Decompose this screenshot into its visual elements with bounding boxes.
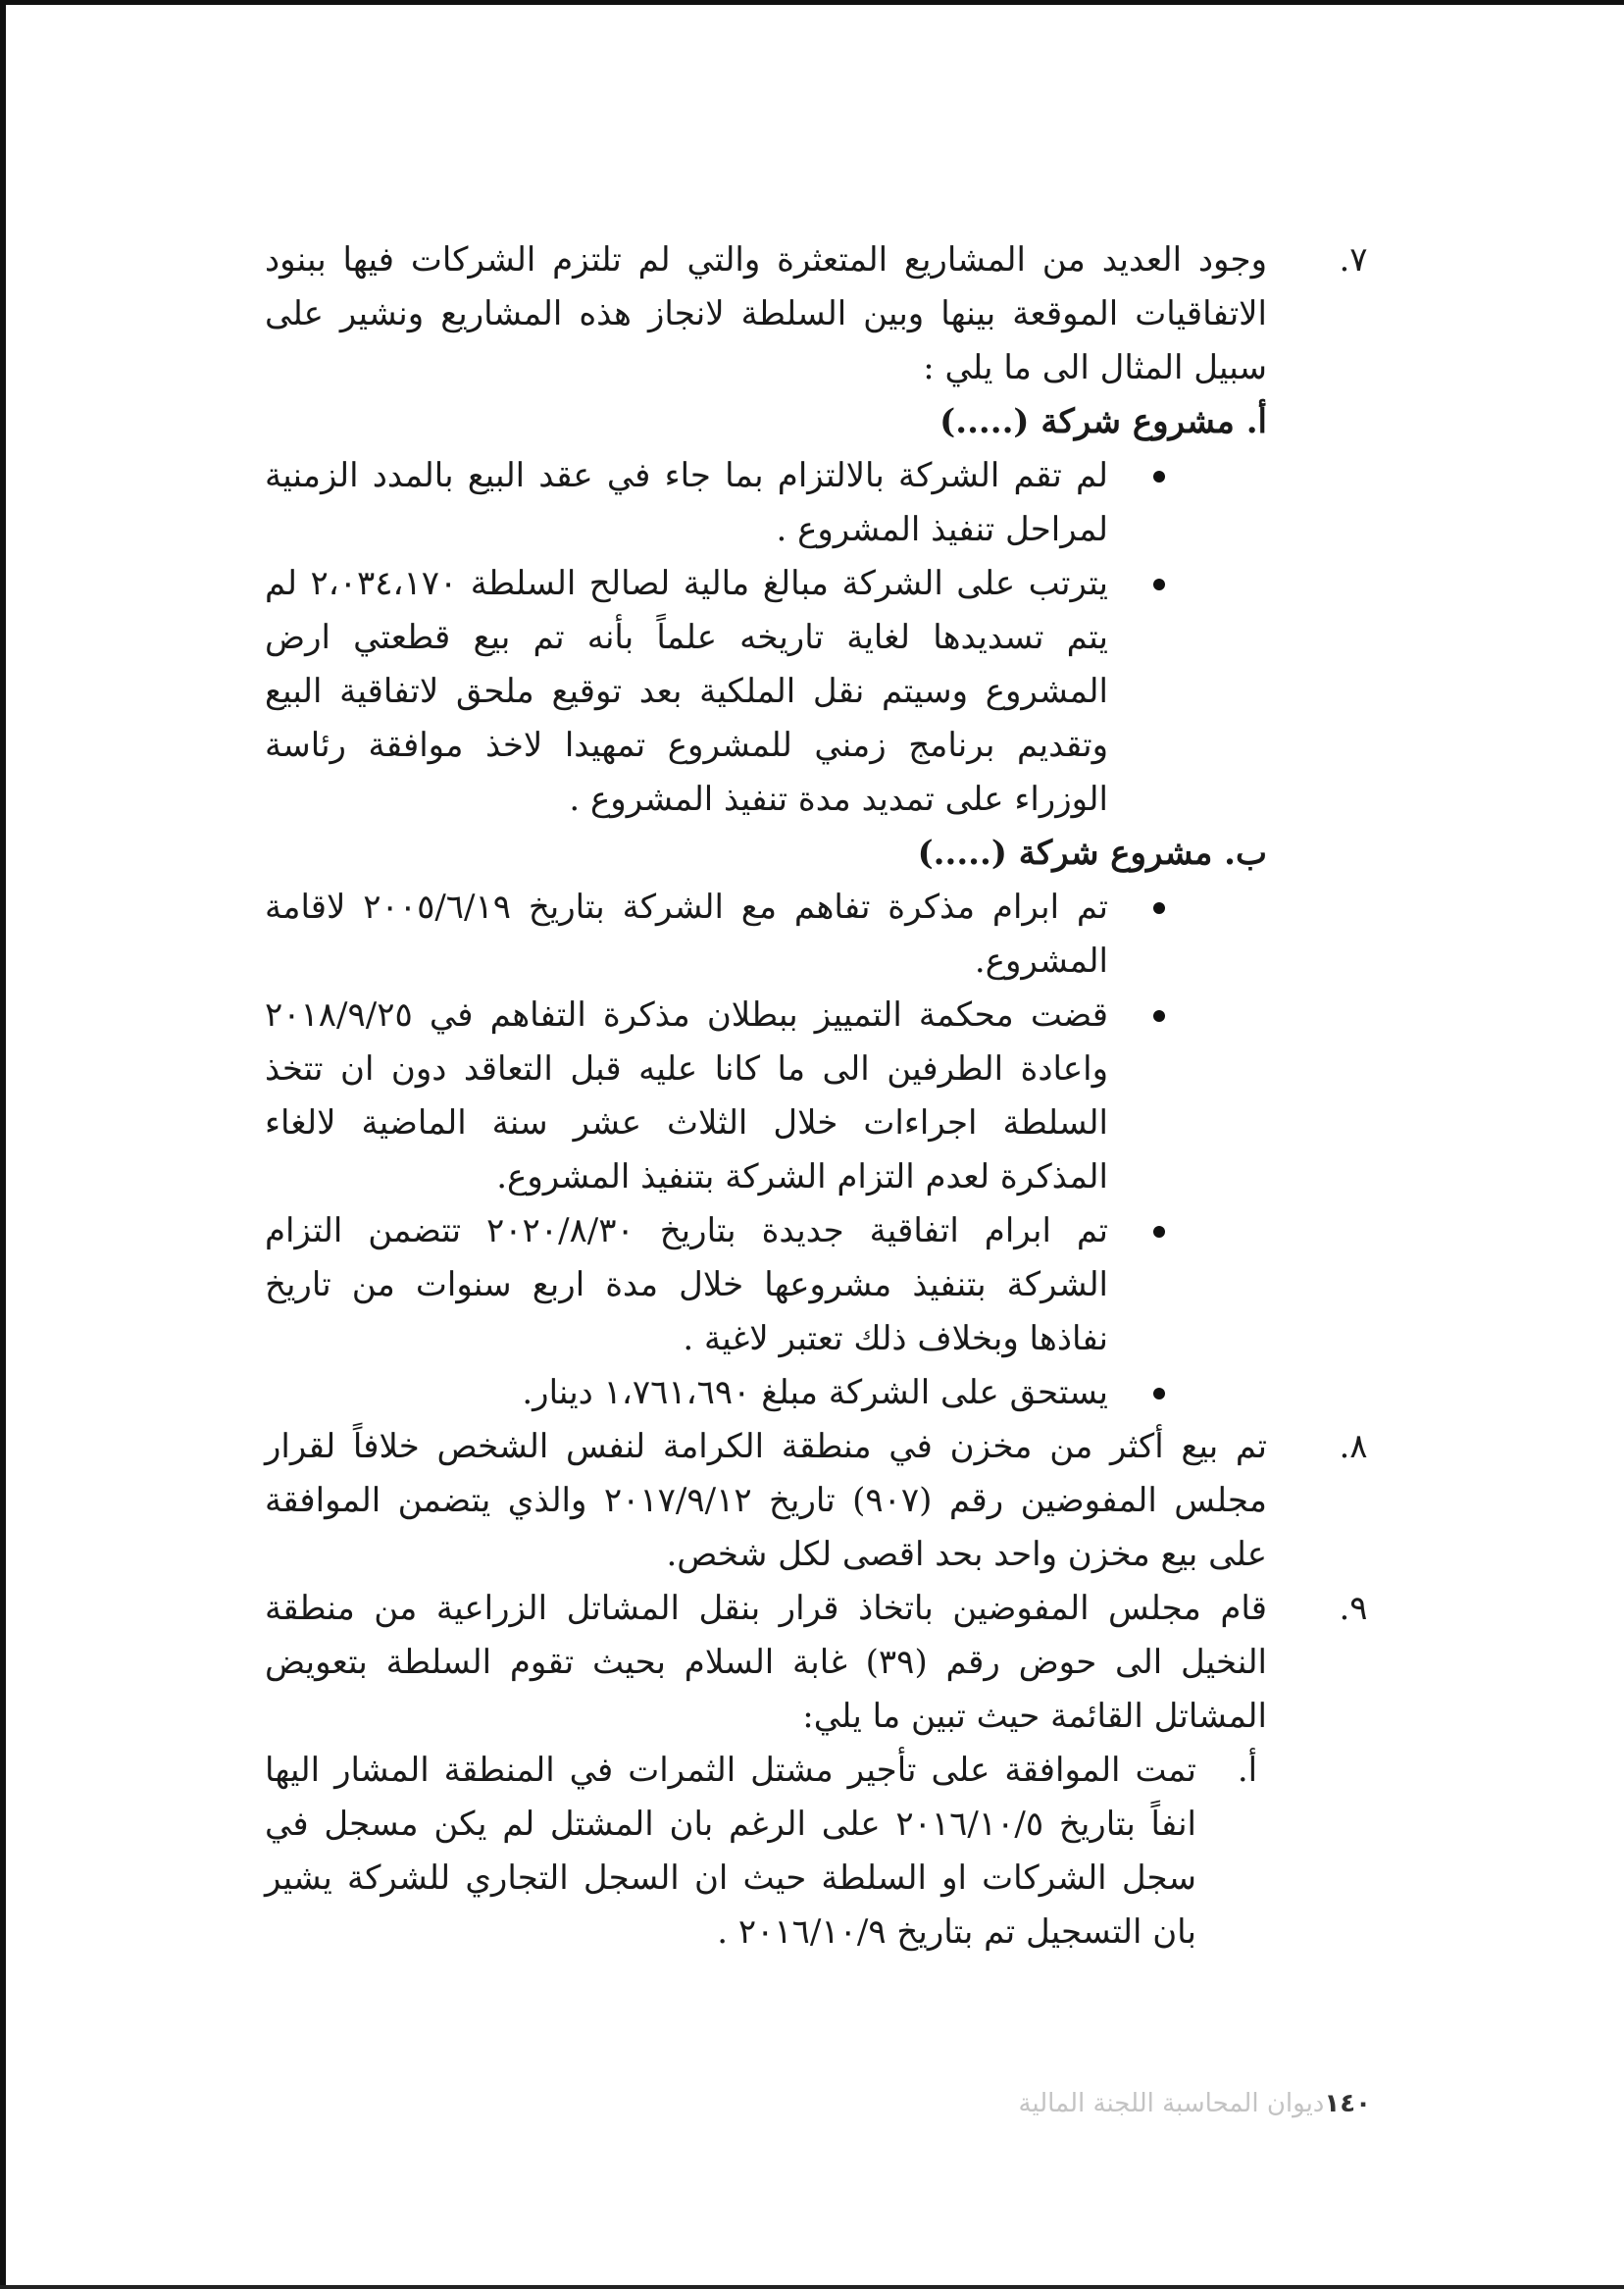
project-a-letter: أ. (1245, 402, 1267, 441)
project-a-title: مشروع شركة (.....) (939, 402, 1235, 441)
item-number: ٨. (1339, 1427, 1368, 1466)
scan-border-left (0, 0, 6, 2289)
list-item (265, 1204, 1373, 1366)
page-number: ١٤٠ (1324, 2089, 1371, 2118)
bullet-icon (1153, 579, 1165, 590)
scan-border-top (0, 0, 1624, 5)
subitem-letter: أ. (1237, 1751, 1258, 1790)
list-item (265, 881, 1373, 989)
bullet-icon (1153, 902, 1165, 914)
item-9-subitem-a (265, 1744, 1373, 1959)
project-b-letter: ب. (1224, 834, 1267, 873)
bullet-text: لم تقم الشركة بالالتزام بما جاء في عقد البيع بالمدد الزمنية لمراحل تنفيذ المشروع . (265, 456, 1108, 549)
list-item (265, 1366, 1373, 1420)
bullet-icon (1153, 1226, 1165, 1238)
bullet-icon (1153, 1010, 1165, 1022)
bullet-text: قضت محكمة التمييز ببطلان مذكرة التفاهم في ٢٠١٨/٩/٢٥ واعادة الطرفين الى ما كانا عليه قبل التعاقد دون ان تتخذ السلطة اجراءات خلال الثلاث عشر سنة الماضية لالغاء المذكرة لعدم التزام الشركة بتنفيذ المشروع. (265, 995, 1109, 1196)
bullet-text: يترتب على الشركة مبالغ مالية لصالح السلطة ٢،٠٣٤،١٧٠ لم يتم تسديدها لغاية تاريخه علماً بأنه تم بيع قطعتي ارض المشروع وسيتم نقل الملكية بعد توقيع ملحق لاتفاقية البيع وتقديم برنامج زمني للمشروع تمهيدا لاخذ موافقة رئاسة الوزراء على تمديد مدة تنفيذ المشروع . (265, 564, 1108, 819)
project-b-title: مشروع شركة (.....) (917, 834, 1213, 873)
bullet-text: تم ابرام مذكرة تفاهم مع الشركة بتاريخ ٢٠٠٥/٦/١٩ لاقامة المشروع. (265, 888, 1108, 981)
item-text: تم بيع أكثر من مخزن في منطقة الكرامة لنفس الشخص خلافاً لقرار مجلس المفوضين رقم (٩٠٧) تاريخ ٢٠١٧/٩/١٢ والذي يتضمن الموافقة على بيع مخزن واحد بحد اقصى لكل شخص. (265, 1427, 1267, 1574)
bullet-text: تم ابرام اتفاقية جديدة بتاريخ ٢٠٢٠/٨/٣٠ تتضمن التزام الشركة بتنفيذ مشروعها خلال مدة اربع سنوات من تاريخ نفاذها وبخلاف ذلك تعتبر لاغية . (265, 1211, 1108, 1358)
bullet-icon (1153, 471, 1165, 483)
bullet-icon (1153, 1388, 1165, 1399)
item-number: ٧. (1339, 240, 1368, 280)
item-8 (265, 1420, 1373, 1582)
item-text: قام مجلس المفوضين باتخاذ قرار بنقل المشاتل الزراعية من منطقة النخيل الى حوض رقم (٣٩) غابة السلام بحيث تقوم السلطة بتعويض المشاتل القائمة حيث تبين ما يلي: (265, 1589, 1267, 1736)
project-a-heading (265, 395, 1373, 449)
page-footer (822, 2089, 1371, 2118)
item-7 (265, 233, 1373, 395)
project-b-heading (265, 827, 1373, 881)
bullet-text: يستحق على الشركة مبلغ ١،٧٦١،٦٩٠ دينار. (522, 1373, 1108, 1412)
item-number: ٩. (1339, 1589, 1368, 1628)
list-item (265, 449, 1373, 557)
document-body (265, 233, 1373, 1959)
list-item (265, 989, 1373, 1204)
list-item (265, 557, 1373, 827)
scan-border-bottom (0, 2285, 1624, 2289)
footer-text: ديوان المحاسبة اللجنة المالية (1018, 2089, 1325, 2118)
item-9 (265, 1582, 1373, 1744)
item-text: وجود العديد من المشاريع المتعثرة والتي لم تلتزم الشركات فيها ببنود الاتفاقيات الموقعة بينها وبين السلطة لانجاز هذه المشاريع ونشير على سبيل المثال الى ما يلي : (265, 240, 1267, 387)
subitem-text: تمت الموافقة على تأجير مشتل الثمرات في المنطقة المشار اليها انفاً بتاريخ ٢٠١٦/١٠/٥ على الرغم بان المشتل لم يكن مسجل في سجل الشركات او السلطة حيث ان السجل التجاري للشركة يشير بان التسجيل تم بتاريخ ٢٠١٦/١٠/٩ . (265, 1751, 1196, 1952)
